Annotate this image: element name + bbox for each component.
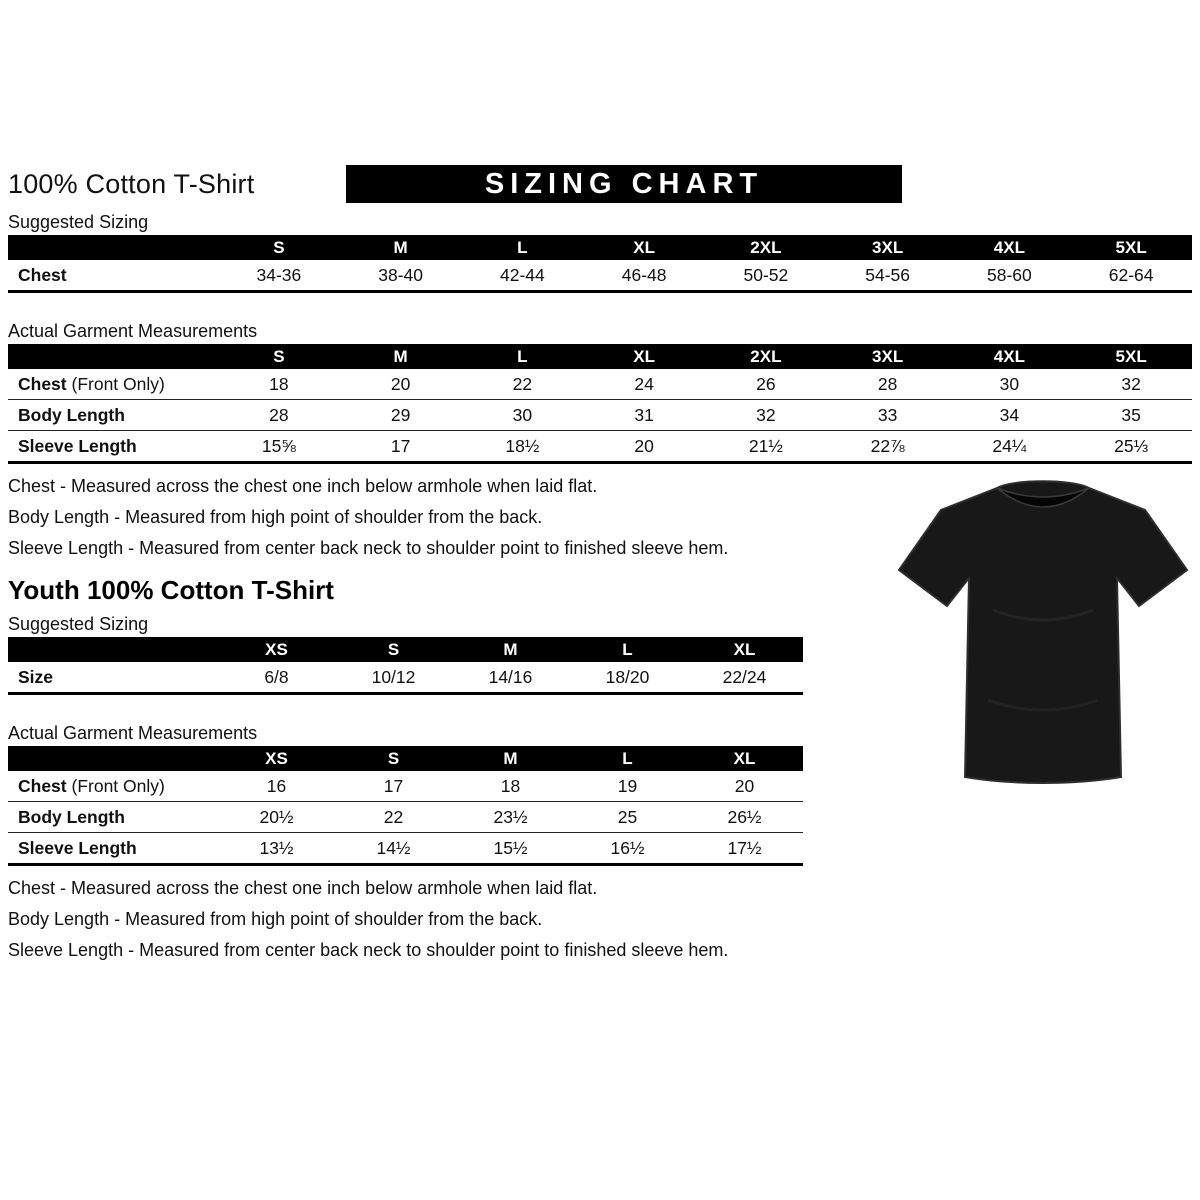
size-column-header: XS (218, 637, 335, 662)
row-label: Body Length (8, 400, 218, 431)
measurement-value: 17 (383, 775, 404, 796)
measurement-value: 17 (340, 431, 462, 463)
measurement-value: 32 (1121, 373, 1141, 394)
measurement-value: 18 (269, 373, 289, 394)
table-row (8, 369, 1192, 400)
size-column-header: M (340, 235, 462, 260)
measurement-value: 29 (340, 400, 462, 431)
measurement-value: 24 (634, 373, 654, 394)
measurement-value: 14½ (335, 833, 452, 865)
adult-suggested-sizing-label: Suggested Sizing (8, 212, 149, 232)
sizing-chart-banner (346, 165, 902, 203)
measurement-value: 26½ (686, 802, 803, 833)
header-spacer-cell (8, 235, 218, 260)
measurement-value: 46-48 (621, 264, 667, 285)
measurement-value: 42-44 (499, 264, 545, 285)
header-row (8, 164, 1192, 204)
measurement-value: 18½ (462, 431, 584, 463)
measurement-value: 19 (617, 775, 638, 796)
table-row (8, 400, 1192, 431)
size-column-header: L (569, 637, 686, 662)
measurement-value: 30 (999, 373, 1020, 394)
adult-actual-measurements-label: Actual Garment Measurements (8, 321, 258, 341)
table-header-row (8, 344, 1192, 369)
size-column-header: S (335, 637, 452, 662)
size-column-header: L (569, 746, 686, 771)
size-column-header: 4XL (949, 344, 1071, 369)
row-label: Chest (Front Only) (18, 775, 165, 796)
row-label: Chest (18, 264, 67, 285)
size-column-header: 3XL (827, 344, 949, 369)
measurement-value: 25 (569, 802, 686, 833)
measurement-value: 22 (512, 373, 533, 394)
size-column-header: L (462, 235, 584, 260)
note-sleeve-length: Sleeve Length - Measured from center back neck to shoulder point to finished sleeve hem. (8, 940, 729, 960)
measurement-value: 30 (462, 400, 584, 431)
size-column-header: 3XL (827, 235, 949, 260)
header-spacer-cell (8, 344, 218, 369)
row-label: Body Length (8, 802, 218, 833)
note-body-length: Body Length - Measured from high point of shoulder from the back. (8, 507, 543, 527)
table-row (8, 771, 803, 802)
measurement-value: 22 (335, 802, 452, 833)
black-tshirt-image (893, 470, 1193, 820)
measurement-value: 14/16 (488, 666, 533, 687)
measurement-value: 16 (266, 775, 287, 796)
table-header-row (8, 746, 803, 771)
size-table (8, 344, 1192, 464)
note-chest: Chest - Measured across the chest one inch below armhole when laid flat. (8, 878, 598, 898)
table-header-row (8, 235, 1192, 260)
table-row (8, 802, 803, 833)
table-header-row (8, 637, 803, 662)
size-column-header: XL (583, 235, 705, 260)
measurement-value: 18/20 (605, 666, 650, 687)
measurement-value: 54-56 (865, 264, 910, 285)
size-column-header: 5XL (1070, 344, 1192, 369)
table-row (8, 431, 1192, 463)
size-column-header: 5XL (1070, 235, 1192, 260)
row-label: Chest (Front Only) (18, 373, 165, 394)
adult-suggested-sizing-table (8, 235, 1192, 293)
measurement-value: 22⅞ (827, 431, 949, 463)
measurement-value: 13½ (218, 833, 335, 865)
table-row (8, 260, 1192, 292)
size-column-header: S (335, 746, 452, 771)
table-row (8, 662, 803, 694)
measurement-value: 6/8 (264, 666, 289, 687)
size-column-header: XL (686, 746, 803, 771)
measurement-value: 31 (583, 400, 705, 431)
measurement-value: 16½ (569, 833, 686, 865)
size-column-header: XL (686, 637, 803, 662)
row-label: Size (18, 666, 54, 687)
youth-title: Youth 100% Cotton T-Shirt (8, 575, 334, 605)
measurement-value: 32 (705, 400, 827, 431)
tshirt-body-shape (899, 481, 1187, 783)
size-table (8, 235, 1192, 293)
youth-suggested-sizing-label: Suggested Sizing (8, 614, 149, 634)
row-label: Sleeve Length (8, 833, 218, 865)
size-column-header: L (462, 344, 584, 369)
size-table (8, 746, 803, 866)
measurement-value: 15⅝ (218, 431, 340, 463)
size-column-header: S (218, 344, 340, 369)
measurement-value: 26 (756, 373, 776, 394)
note-sleeve-length: Sleeve Length - Measured from center back neck to shoulder point to finished sleeve hem. (8, 538, 729, 558)
page-title: 100% Cotton T-Shirt (8, 168, 255, 199)
measurement-value: 10/12 (371, 666, 416, 687)
size-column-header: M (340, 344, 462, 369)
size-column-header: 4XL (949, 235, 1071, 260)
measurement-value: 20 (583, 431, 705, 463)
measurement-value: 28 (218, 400, 340, 431)
size-column-header: XL (583, 344, 705, 369)
measurement-value: 50-52 (743, 264, 789, 285)
measurement-value: 20 (390, 373, 411, 394)
size-column-header: M (452, 746, 569, 771)
measurement-value: 18 (500, 775, 521, 796)
measurement-value: 24¼ (949, 431, 1071, 463)
measurement-value: 20 (734, 775, 755, 796)
measurement-value: 17½ (686, 833, 803, 865)
measurement-value: 21½ (705, 431, 827, 463)
measurement-value: 23½ (452, 802, 569, 833)
measurement-value: 22/24 (722, 666, 767, 687)
size-column-header: S (218, 235, 340, 260)
note-body-length: Body Length - Measured from high point of shoulder from the back. (8, 909, 543, 929)
measurement-value: 25⅓ (1070, 431, 1192, 463)
size-table (8, 637, 803, 695)
measurement-value: 38-40 (378, 264, 423, 285)
measurement-value: 33 (827, 400, 949, 431)
youth-actual-measurements-label: Actual Garment Measurements (8, 723, 258, 743)
header-spacer-cell (8, 746, 218, 771)
measurement-value: 28 (877, 373, 898, 394)
measurement-value: 15½ (452, 833, 569, 865)
measurement-value: 34 (949, 400, 1071, 431)
size-column-header: 2XL (705, 344, 827, 369)
table-row (8, 833, 803, 865)
measurement-value: 20½ (218, 802, 335, 833)
measurement-value: 34-36 (256, 264, 302, 285)
tshirt-graphic (893, 470, 1193, 820)
size-column-header: M (452, 637, 569, 662)
header-spacer-cell (8, 637, 218, 662)
measurement-value: 58-60 (986, 264, 1032, 285)
size-column-header: 2XL (705, 235, 827, 260)
youth-measurement-notes (8, 878, 1192, 961)
note-chest: Chest - Measured across the chest one inch below armhole when laid flat. (8, 476, 598, 496)
row-label: Sleeve Length (8, 431, 218, 463)
measurement-value: 35 (1070, 400, 1192, 431)
size-column-header: XS (218, 746, 335, 771)
sizing-chart-banner-label: SIZING CHART (484, 167, 764, 200)
adult-actual-measurements-table (8, 344, 1192, 464)
measurement-value: 62-64 (1108, 264, 1154, 285)
